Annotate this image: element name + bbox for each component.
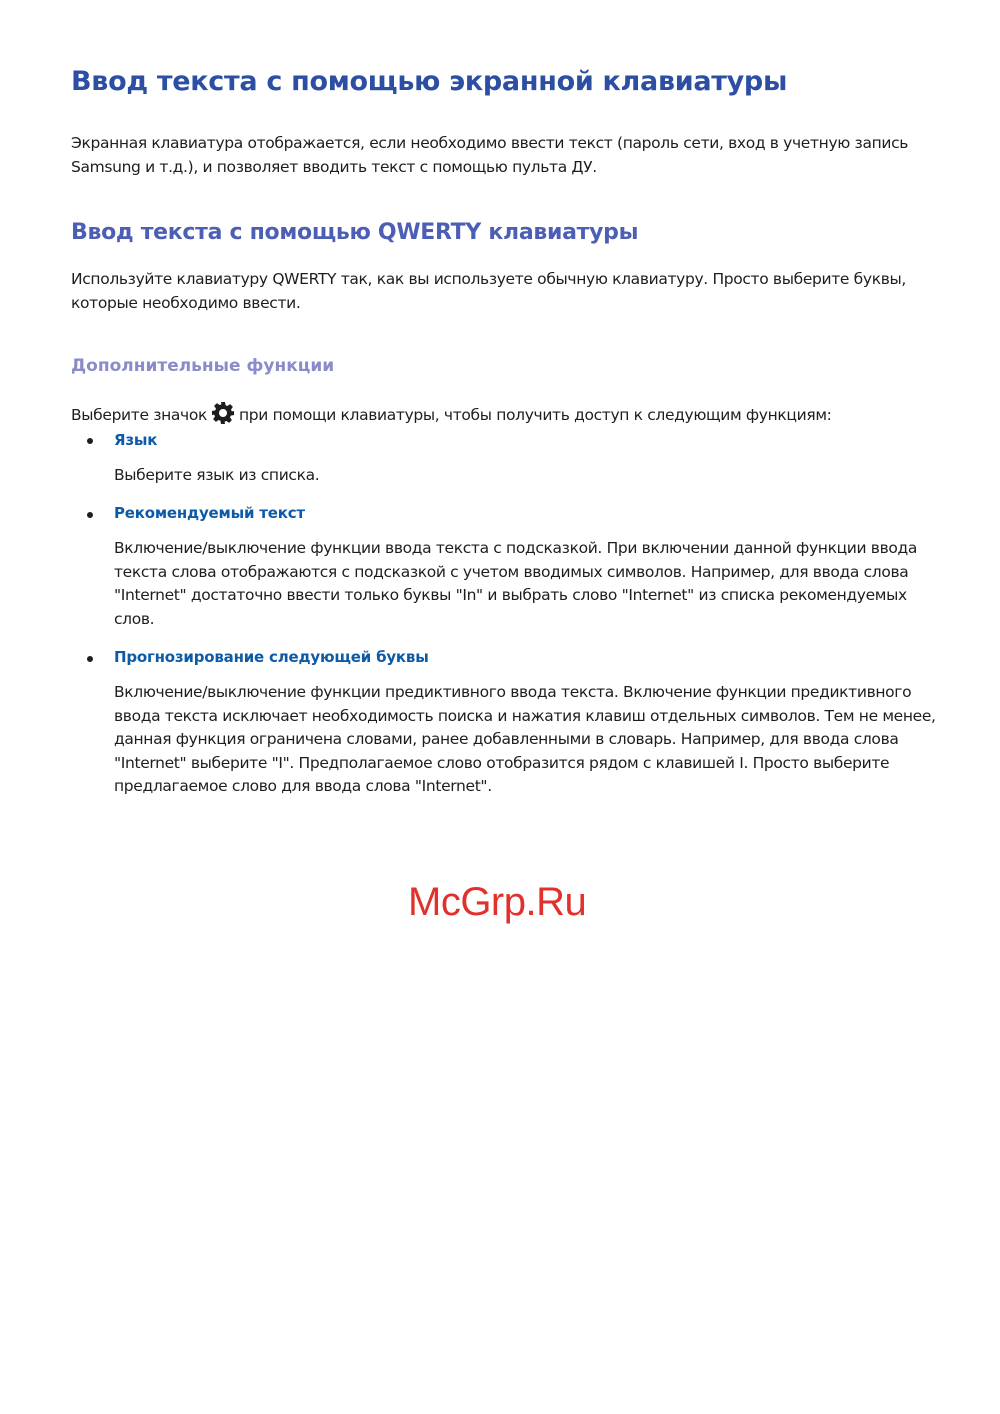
text-line: Экранная клавиатура отображается, если необходимо ввести текст (пароль сети, вход в учетную запись [71,134,909,152]
subsection-title: Дополнительные функции [71,356,335,376]
text-line: предлагаемое слово для ввода слова "Internet". [114,777,492,796]
item-text-recommended-text [114,537,917,631]
bullet [87,438,93,444]
text-line: "Internet" выберите "I". Предполагаемое слово отобразится рядом с клавишей I. Просто выберите [114,753,890,772]
watermark: McGrp.Ru [408,880,587,924]
section-title: Ввод текста с помощью QWERTY клавиатуры [71,220,639,245]
text-line: текста слова отображаются с подсказкой с учетом вводимых символов. Например, для ввода слова [114,562,909,581]
item-title-next-letter: Прогнозирование следующей буквы [114,648,429,666]
text-line: "Internet" достаточно ввести только буквы "In" и выбрать слово "Internet" из списка рекомендуемых [114,586,907,605]
bullet [87,512,93,518]
text-line: которые необходимо ввести. [71,293,301,312]
text-line: Включение/выключение функции предиктивного ввода текста. Включение функции предиктивного [114,683,912,701]
item-title-language: Язык [114,431,158,449]
item-text-language [114,464,319,488]
gear-icon [211,401,235,433]
text-line: Выберите язык из списка. [114,466,320,484]
lead-text: при помощи клавиатуры, чтобы получить доступ к следующим функциям: [239,406,832,424]
item-title-recommended-text: Рекомендуемый текст [114,504,305,522]
item-text-next-letter [114,681,936,799]
text-line: слов. [114,609,155,628]
subsection-lead [71,401,832,433]
text-line: данная функция ограничена словами, ранее добавленными в словарь. Например, для ввода слова [114,730,899,749]
bullet [87,656,93,662]
text-line: ввода текста исключает необходимость поиска и нажатия клавиш отдельных символов. Тем не менее, [114,706,936,725]
lead-text: Выберите значок [71,406,207,424]
page-title: Ввод текста с помощью экранной клавиатуры [71,66,788,97]
text-line: Включение/выключение функции ввода текста с подсказкой. При включении данной функции ввода [114,539,918,557]
text-line: Используйте клавиатуру QWERTY так, как вы используете обычную клавиатуру. Просто выберите буквы, [71,270,906,288]
intro-paragraph [71,132,908,179]
section-paragraph [71,268,906,315]
text-line: Samsung и т.д.), и позволяет вводить текст с помощью пульта ДУ. [71,157,597,176]
